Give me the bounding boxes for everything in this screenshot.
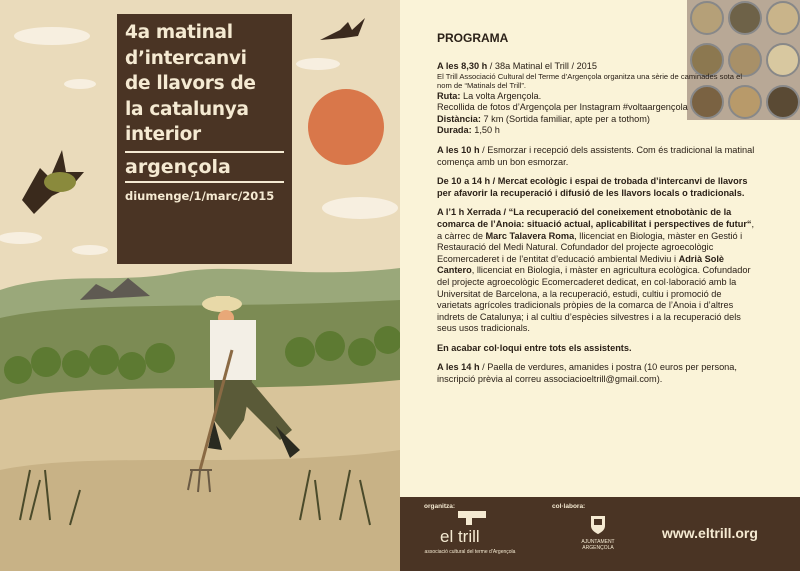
website-link[interactable]: www.eltrill.org (662, 525, 758, 541)
cloud (296, 58, 340, 70)
cloud (64, 79, 96, 89)
item-time: A l’1 h Xerrada (437, 207, 501, 218)
collaborator-label: col·labora: (552, 503, 586, 510)
item-time: A les 10 h (437, 144, 480, 155)
trill-logo-icon (458, 511, 486, 525)
route-label: Ruta: (437, 90, 461, 101)
item-note: El Trill Associació Cultural del Terme d’Argençola organitza una sèrie de caminades sota el nom de “Matinals del Trill”. (437, 72, 743, 91)
cloud (72, 245, 108, 255)
poster-town: argençola (125, 151, 284, 183)
item-text: En acabar col·loqui entre tots els assistents. (437, 342, 632, 353)
speaker-name: Marc Talavera Roma (485, 230, 575, 241)
poster-title-box (117, 14, 292, 264)
distance-value: 7 km (Sortida familiar, apte per a tothom) (480, 113, 650, 124)
organizer-label: organitza: (424, 503, 456, 510)
programme-item (437, 343, 757, 355)
item-text: , llicenciat en Biologia, i màster en agricultura ecològica. Cofundador del projecte agroecològic Ecomercaderet dedicat, en col·laboració amb la Universitat de Barcelona, a la recuperació, estudi, cultiu i promoció de varietats agrícoles tradicionals pròpies de la comarca de l’Anoia i d’altres indrets de Catalunya; i al cultiu d’espècies silvestres i a la recuperació dels seus usos tradicionals. (437, 265, 751, 334)
poster-date: diumenge/1/marc/2015 (125, 188, 275, 203)
poster-title-line: 4a matinal (125, 22, 233, 43)
sun (308, 89, 384, 165)
duration-label: Durada: (437, 125, 472, 136)
programme-title: PROGRAMA (437, 31, 509, 45)
poster-title-line: d’intercanvi (125, 47, 247, 69)
item-text: , a càrrec de (437, 218, 755, 241)
poster-title-line: interior (125, 124, 201, 145)
talk-title: / “La recuperació del coneixement etnobotànic de la comarca de l’Anoia: situació actual, aplicabilitat i perspectives de futur“ (437, 207, 752, 229)
speaker-name: Adrià Solè Cantero (437, 253, 725, 276)
programme-item (437, 61, 757, 137)
item-time: A les 8,30 h (437, 60, 488, 71)
poster-title-line: de llavors de (125, 73, 256, 94)
item-time: A les 14 h (437, 362, 480, 373)
programme-item (437, 176, 757, 199)
programme-item (437, 207, 757, 335)
town-hall-name: AJUNTAMENT ARGENÇOLA (581, 539, 615, 551)
route-value: La volta Argençola. (460, 90, 542, 101)
instagram-note: Recollida de fotos d’Argençola per Instagram #voltaargençola (437, 102, 688, 113)
cloud (0, 232, 42, 244)
cloud (14, 27, 90, 45)
programme-item (437, 145, 757, 168)
distance-label: Distància: (437, 113, 481, 124)
cloud (322, 197, 398, 219)
coat-of-arms-icon (590, 515, 606, 535)
programme-text (437, 33, 757, 394)
organizer-logo-text: el trill (440, 527, 480, 546)
item-text: / Paella de verdures, amanides i postra (10 euros per persona, inscripció prèvia al correu associacioeltrill@gmail.com). (437, 362, 737, 385)
programme-item (437, 362, 757, 385)
item-text: / Mercat ecològic i espai de trobada d’intercanvi de llavors per afavorir la recuperació i difusió de les llavors locals o tradicionals. (437, 176, 748, 198)
item-time: De 10 a 14 h (437, 176, 491, 187)
footer-bar (400, 497, 800, 571)
item-text: , llicenciat en Biologia, màster en Gestió i Restauració del Medi Natural. Cofundador del projecte agroecològic Ecomercaderet i de l’entitat d’educació ambiental Mediviu i (437, 230, 743, 264)
organizer-subtitle: associació cultural del terme d’Argençola (424, 549, 516, 555)
item-text: / 38a Matinal el Trill / 2015 (487, 60, 598, 71)
duration-value: 1,50 h (471, 125, 500, 136)
poster-title-line: la catalunya (125, 98, 249, 120)
item-text: / Esmorzar i recepció dels assistents. Com és tradicional la matinal comença amb un bon esmorzar. (437, 144, 755, 167)
